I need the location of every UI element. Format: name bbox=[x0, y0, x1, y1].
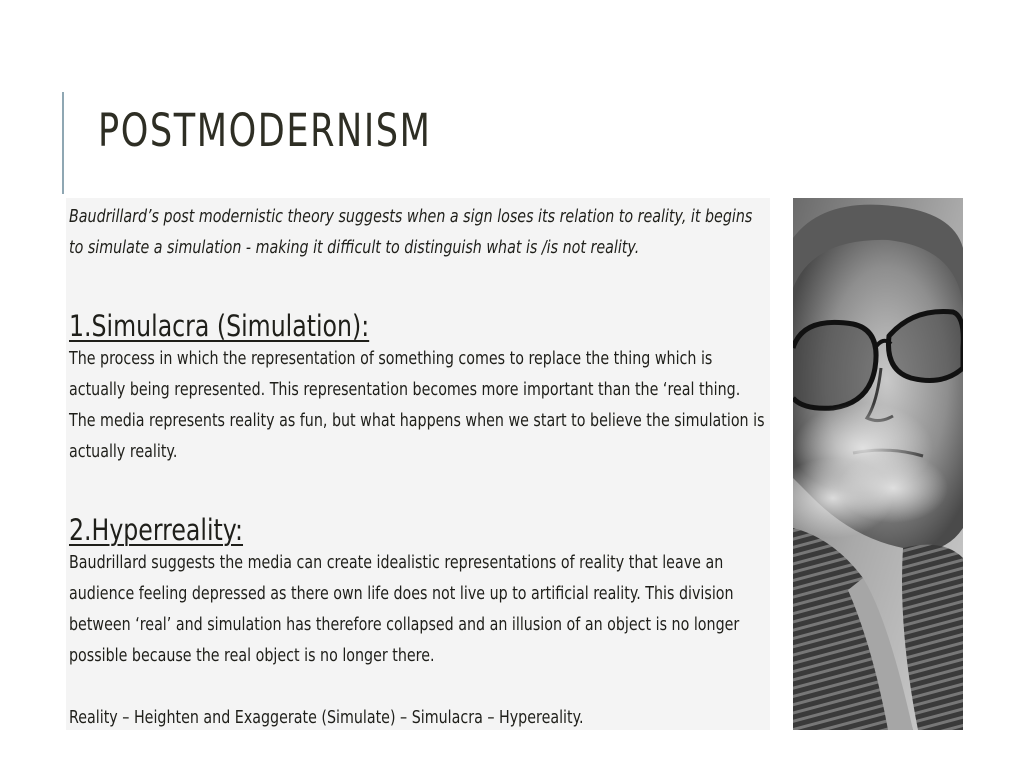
section-body-hyperreality: Baudrillard suggests the media can create idealistic representations of reality that leave an audience feeling depressed as there own life does not live up to artificial reality. This division between ‘real’ and simulation has therefore collapsed and an illusion of an object is no longer possible because the real object is no longer there. bbox=[69, 553, 740, 666]
section-heading-simulacra: 1.Simulacra (Simulation): bbox=[69, 309, 370, 343]
title-accent-bar bbox=[62, 92, 64, 194]
content-box bbox=[66, 198, 770, 730]
section-heading-hyperreality: 2.Hyperreality: bbox=[69, 513, 244, 547]
section-body-simulacra: The process in which the representation of something comes to replace the thing which is actually being represented. This representation becomes more important than the ‘real thing. The media represents reality as fun, but what happens when we start to believe the simulation is actually reality. bbox=[69, 349, 765, 462]
intro-paragraph: Baudrillard’s post modernistic theory suggests when a sign loses its relation to reality, it begins to simulate a simulation - making it difficult to distinguish what is /is not reality. bbox=[69, 207, 753, 258]
summary-line: Reality – Heighten and Exaggerate (Simulate) – Simulacra – Hypereality. bbox=[69, 708, 584, 728]
content-text bbox=[69, 202, 768, 730]
slide-title: POSTMODERNISM bbox=[98, 104, 432, 157]
portrait-illustration bbox=[793, 198, 963, 730]
portrait-photo bbox=[793, 198, 963, 730]
